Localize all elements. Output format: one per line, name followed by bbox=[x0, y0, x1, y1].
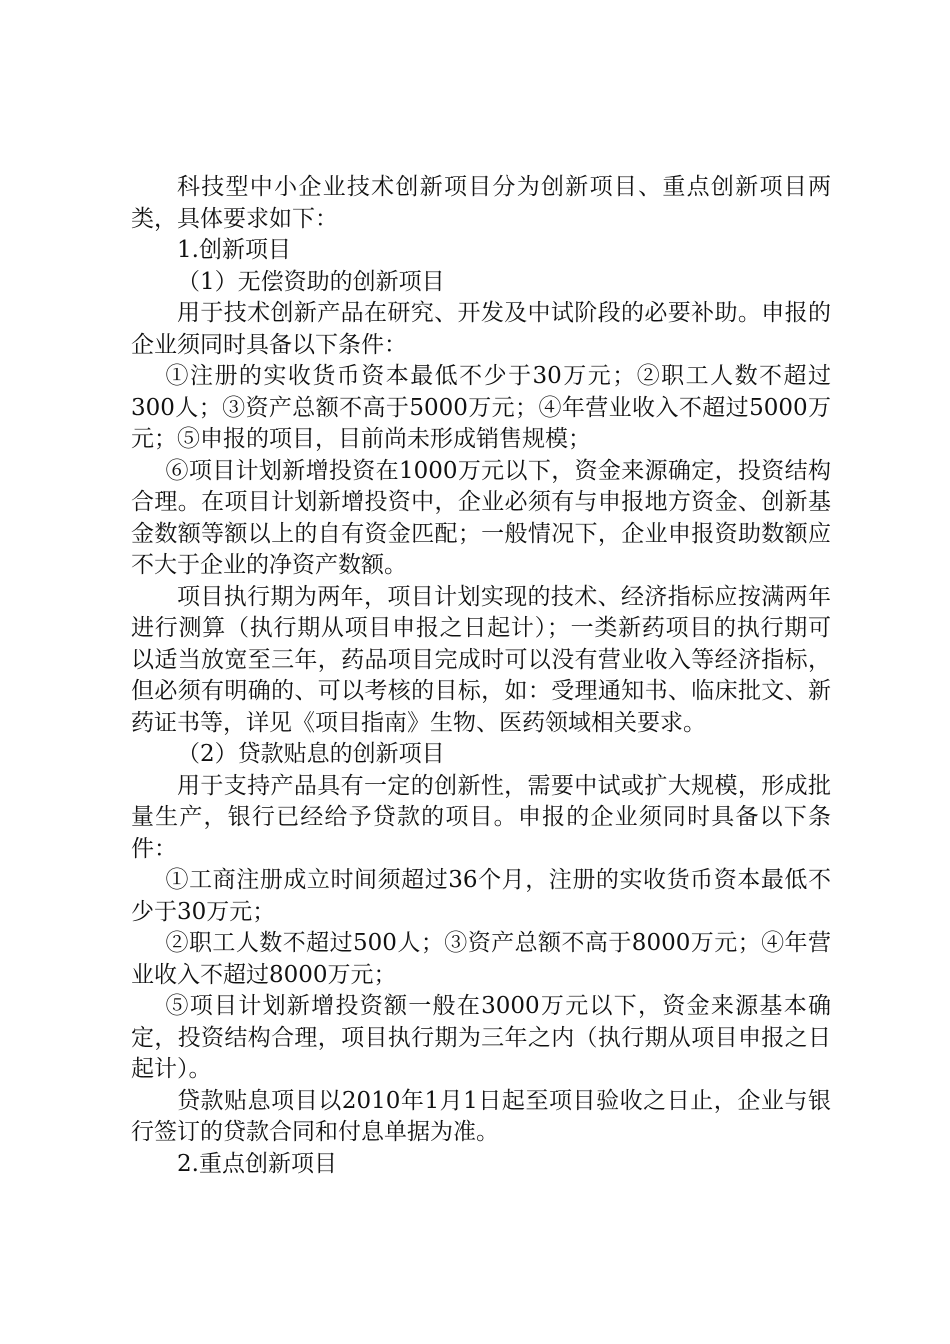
paragraph-grant-conditions-1-5: ①注册的实收货币资本最低不少于30万元；②职工人数不超过300人；③资产总额不高于5000万元；④年营业收入不超过5000万元；⑤申报的项目，目前尚未形成销售规模； bbox=[131, 363, 831, 452]
paragraph-loan-condition-1: ①工商注册成立时间须超过36个月，注册的实收货币资本最低不少于30万元； bbox=[131, 867, 831, 925]
section-heading-key-innovation: 2.重点创新项目 bbox=[177, 1150, 337, 1177]
subheading-loan-interest: （2）贷款贴息的创新项目 bbox=[177, 741, 445, 767]
paragraph-loan-condition-5: ⑤项目计划新增投资额一般在3000万元以下，资金来源基本确定，投资结构合理，项目执行期为三年之内（执行期从项目申报之日起计）。 bbox=[131, 993, 831, 1082]
paragraph-loan-purpose: 用于支持产品具有一定的创新性，需要中试或扩大规模，形成批量生产，银行已经给予贷款的项目。申报的企业须同时具备以下条件： bbox=[131, 772, 831, 862]
section-heading-innovation-project: 1.创新项目 bbox=[177, 237, 291, 263]
paragraph-grant-purpose: 用于技术创新产品在研究、开发及中试阶段的必要补助。申报的企业须同时具备以下条件： bbox=[131, 300, 831, 358]
subheading-free-grant: （1）无偿资助的创新项目 bbox=[177, 268, 445, 295]
document-page bbox=[131, 172, 831, 1180]
paragraph-loan-basis: 贷款贴息项目以2010年1月1日起至项目验收之日止，企业与银行签订的贷款合同和付息单据为准。 bbox=[131, 1087, 831, 1145]
paragraph-execution-period: 项目执行期为两年，项目计划实现的技术、经济指标应按满两年进行测算（执行期从项目申报之日起计）；一类新药项目的执行期可以适当放宽至三年，药品项目完成时可以没有营业收入等经济指标，但必须有明确的、可以考核的目标，如：受理通知书、临床批文、新药证书等，详见《项目指南》生物、医药领域相关要求。 bbox=[131, 583, 831, 736]
paragraph-intro: 科技型中小企业技术创新项目分为创新项目、重点创新项目两类，具体要求如下： bbox=[131, 174, 831, 232]
paragraph-grant-condition-6: ⑥项目计划新增投资在1000万元以下，资金来源确定，投资结构合理。在项目计划新增投资中，企业必须有与申报地方资金、创新基金数额等额以上的自有资金匹配；一般情况下，企业申报资助数额应不大于企业的净资产数额。 bbox=[131, 457, 831, 578]
paragraph-loan-conditions-2-4: ②职工人数不超过500人；③资产总额不高于8000万元；④年营业收入不超过8000万元； bbox=[131, 930, 831, 988]
